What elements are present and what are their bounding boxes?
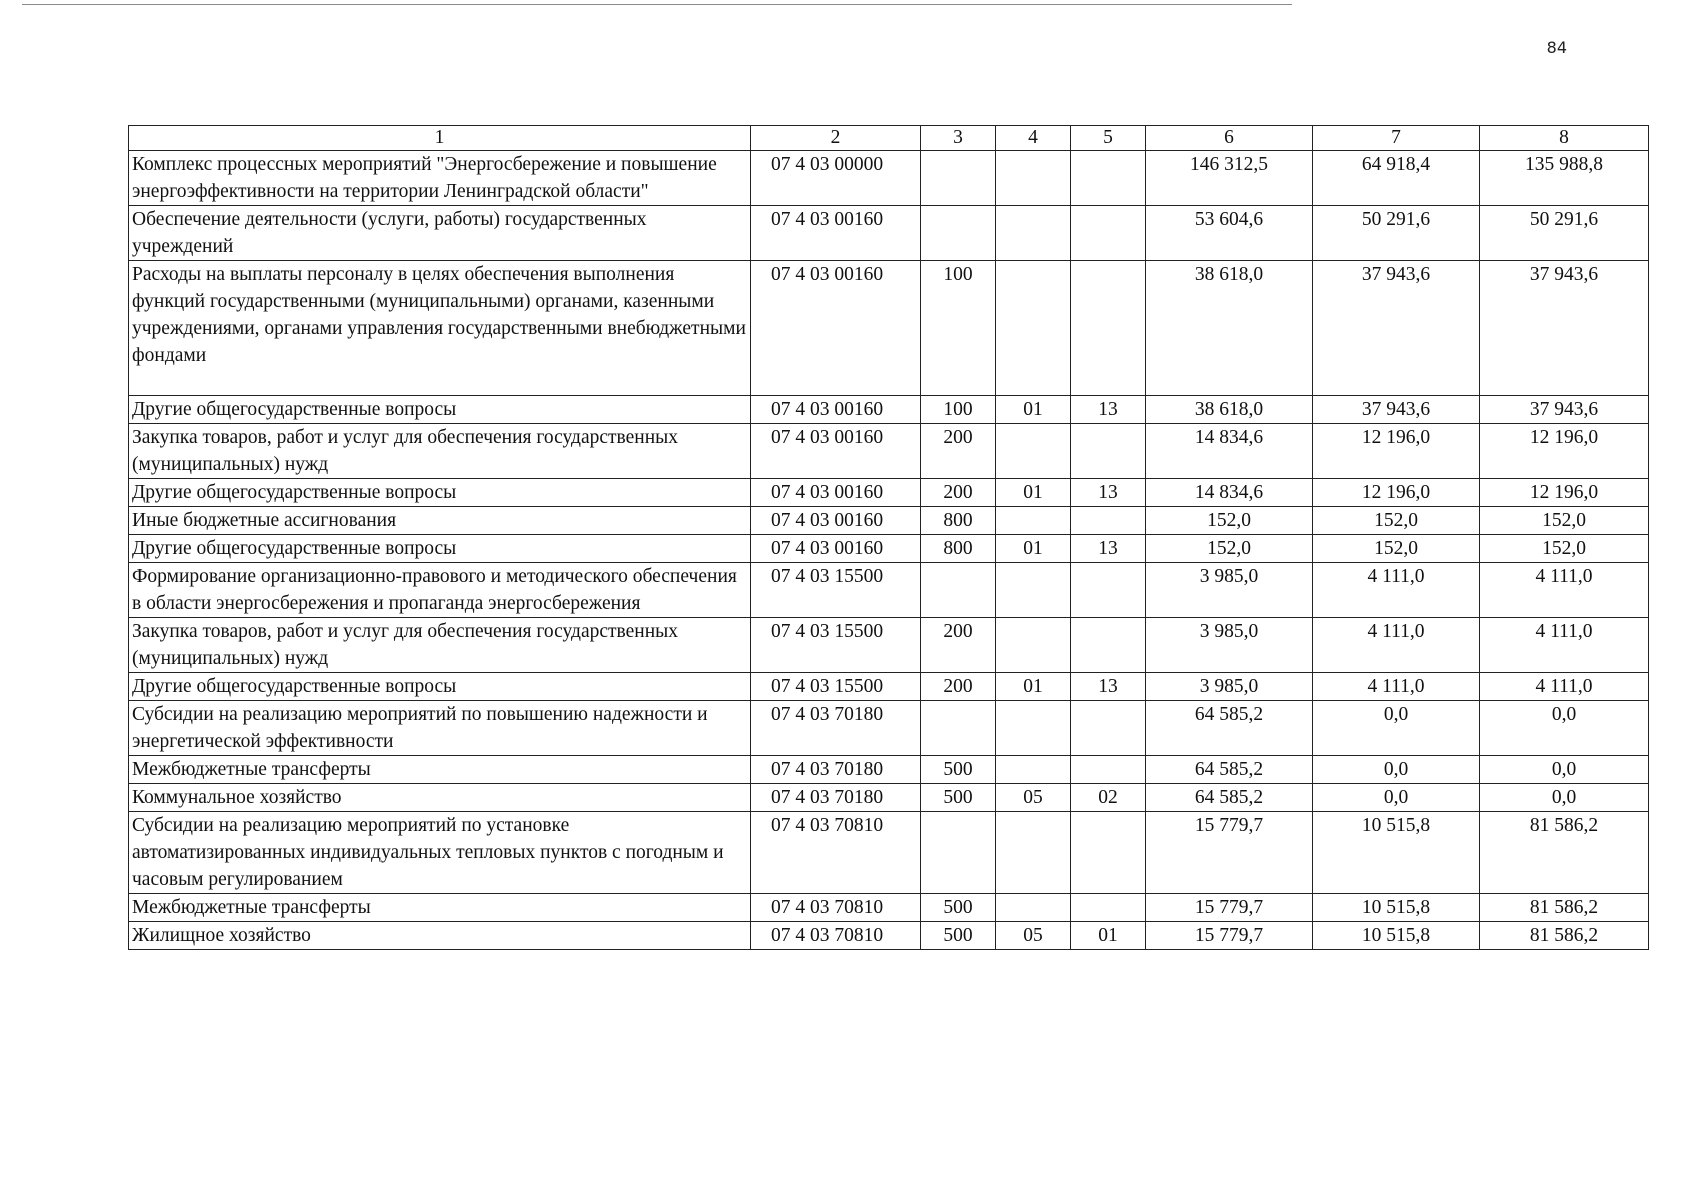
amount-col7-cell: 4 111,0 [1313, 673, 1480, 701]
subsection-cell [1071, 756, 1146, 784]
amount-col6-cell: 64 585,2 [1146, 756, 1313, 784]
amount-col6-cell: 152,0 [1146, 535, 1313, 563]
table-row [129, 261, 1649, 396]
budget-table [128, 125, 1649, 950]
amount-col7-cell: 37 943,6 [1313, 396, 1480, 424]
expense-type-cell: 100 [921, 396, 996, 424]
header-cell: 2 [751, 126, 921, 151]
subsection-cell [1071, 261, 1146, 396]
table-row [129, 756, 1649, 784]
item-name-cell: Закупка товаров, работ и услуг для обеспечения государственных (муниципальных) нужд [129, 424, 751, 479]
target-code-cell: 07 4 03 15500 [751, 618, 921, 673]
header-cell: 8 [1480, 126, 1649, 151]
expense-type-cell: 200 [921, 424, 996, 479]
amount-col8-cell: 81 586,2 [1480, 812, 1649, 894]
amount-col6-cell: 3 985,0 [1146, 618, 1313, 673]
amount-col6-cell: 64 585,2 [1146, 701, 1313, 756]
subsection-cell: 02 [1071, 784, 1146, 812]
amount-col7-cell: 10 515,8 [1313, 922, 1480, 950]
item-name-cell: Обеспечение деятельности (услуги, работы) государственных учреждений [129, 206, 751, 261]
amount-col8-cell: 4 111,0 [1480, 673, 1649, 701]
subsection-cell [1071, 424, 1146, 479]
amount-col6-cell: 3 985,0 [1146, 563, 1313, 618]
table-row [129, 424, 1649, 479]
target-code-cell: 07 4 03 00160 [751, 507, 921, 535]
expense-type-cell: 200 [921, 673, 996, 701]
item-name-cell: Коммунальное хозяйство [129, 784, 751, 812]
amount-col8-cell: 152,0 [1480, 535, 1649, 563]
section-cell: 01 [996, 396, 1071, 424]
section-cell: 01 [996, 673, 1071, 701]
amount-col6-cell: 3 985,0 [1146, 673, 1313, 701]
item-name-cell: Межбюджетные трансферты [129, 894, 751, 922]
amount-col8-cell: 37 943,6 [1480, 396, 1649, 424]
amount-col7-cell: 50 291,6 [1313, 206, 1480, 261]
amount-col6-cell: 38 618,0 [1146, 396, 1313, 424]
item-name-cell: Субсидии на реализацию мероприятий по установке автоматизированных индивидуальных тепловых пунктов с погодным и часовым регулированием [129, 812, 751, 894]
amount-col7-cell: 10 515,8 [1313, 812, 1480, 894]
target-code-cell: 07 4 03 00160 [751, 396, 921, 424]
expense-type-cell: 500 [921, 756, 996, 784]
table-body [129, 126, 1649, 950]
table-row [129, 812, 1649, 894]
expense-type-cell: 800 [921, 535, 996, 563]
target-code-cell: 07 4 03 70180 [751, 701, 921, 756]
table-row [129, 396, 1649, 424]
table-row [129, 563, 1649, 618]
amount-col6-cell: 14 834,6 [1146, 479, 1313, 507]
table-row [129, 507, 1649, 535]
target-code-cell: 07 4 03 00160 [751, 535, 921, 563]
expense-type-cell: 800 [921, 507, 996, 535]
amount-col7-cell: 0,0 [1313, 784, 1480, 812]
amount-col6-cell: 15 779,7 [1146, 894, 1313, 922]
section-cell [996, 261, 1071, 396]
amount-col7-cell: 12 196,0 [1313, 479, 1480, 507]
subsection-cell [1071, 206, 1146, 261]
table-row [129, 922, 1649, 950]
expense-type-cell: 200 [921, 618, 996, 673]
target-code-cell: 07 4 03 00160 [751, 424, 921, 479]
header-cell: 7 [1313, 126, 1480, 151]
subsection-cell: 13 [1071, 535, 1146, 563]
section-cell [996, 424, 1071, 479]
amount-col7-cell: 4 111,0 [1313, 563, 1480, 618]
section-cell: 05 [996, 784, 1071, 812]
amount-col8-cell: 50 291,6 [1480, 206, 1649, 261]
expense-type-cell: 500 [921, 894, 996, 922]
amount-col8-cell: 135 988,8 [1480, 151, 1649, 206]
amount-col8-cell: 81 586,2 [1480, 922, 1649, 950]
budget-table-container [128, 125, 1648, 950]
amount-col7-cell: 152,0 [1313, 507, 1480, 535]
target-code-cell: 07 4 03 70810 [751, 922, 921, 950]
amount-col8-cell: 0,0 [1480, 756, 1649, 784]
item-name-cell: Межбюджетные трансферты [129, 756, 751, 784]
target-code-cell: 07 4 03 70180 [751, 756, 921, 784]
item-name-cell: Формирование организационно-правового и методического обеспечения в области энергосбережения и пропаганда энергосбережения [129, 563, 751, 618]
header-cell: 6 [1146, 126, 1313, 151]
expense-type-cell [921, 812, 996, 894]
subsection-cell [1071, 507, 1146, 535]
item-name-cell: Закупка товаров, работ и услуг для обеспечения государственных (муниципальных) нужд [129, 618, 751, 673]
subsection-cell [1071, 563, 1146, 618]
target-code-cell: 07 4 03 70180 [751, 784, 921, 812]
expense-type-cell: 100 [921, 261, 996, 396]
target-code-cell: 07 4 03 00000 [751, 151, 921, 206]
target-code-cell: 07 4 03 15500 [751, 563, 921, 618]
section-cell: 01 [996, 535, 1071, 563]
item-name-cell: Жилищное хозяйство [129, 922, 751, 950]
subsection-cell [1071, 618, 1146, 673]
amount-col6-cell: 64 585,2 [1146, 784, 1313, 812]
amount-col8-cell: 0,0 [1480, 701, 1649, 756]
table-row [129, 151, 1649, 206]
table-row [129, 206, 1649, 261]
expense-type-cell: 200 [921, 479, 996, 507]
header-cell: 5 [1071, 126, 1146, 151]
amount-col7-cell: 12 196,0 [1313, 424, 1480, 479]
item-name-cell: Комплекс процессных мероприятий "Энергосбережение и повышение энергоэффективности на территории Ленинградской области" [129, 151, 751, 206]
expense-type-cell [921, 563, 996, 618]
amount-col7-cell: 10 515,8 [1313, 894, 1480, 922]
section-cell [996, 618, 1071, 673]
expense-type-cell [921, 151, 996, 206]
subsection-cell [1071, 894, 1146, 922]
item-name-cell: Иные бюджетные ассигнования [129, 507, 751, 535]
amount-col7-cell: 0,0 [1313, 756, 1480, 784]
table-row [129, 701, 1649, 756]
amount-col7-cell: 37 943,6 [1313, 261, 1480, 396]
page-number: 84 [1546, 38, 1567, 57]
expense-type-cell: 500 [921, 784, 996, 812]
section-cell [996, 206, 1071, 261]
section-cell: 05 [996, 922, 1071, 950]
table-row [129, 673, 1649, 701]
subsection-cell: 13 [1071, 396, 1146, 424]
target-code-cell: 07 4 03 00160 [751, 261, 921, 396]
section-cell: 01 [996, 479, 1071, 507]
item-name-cell: Другие общегосударственные вопросы [129, 479, 751, 507]
target-code-cell: 07 4 03 00160 [751, 206, 921, 261]
amount-col8-cell: 37 943,6 [1480, 261, 1649, 396]
amount-col6-cell: 146 312,5 [1146, 151, 1313, 206]
section-cell [996, 701, 1071, 756]
header-cell: 4 [996, 126, 1071, 151]
target-code-cell: 07 4 03 70810 [751, 812, 921, 894]
amount-col8-cell: 81 586,2 [1480, 894, 1649, 922]
amount-col8-cell: 152,0 [1480, 507, 1649, 535]
header-cell: 3 [921, 126, 996, 151]
target-code-cell: 07 4 03 70810 [751, 894, 921, 922]
amount-col7-cell: 152,0 [1313, 535, 1480, 563]
column-number-header-row [129, 126, 1649, 151]
amount-col7-cell: 4 111,0 [1313, 618, 1480, 673]
amount-col7-cell: 64 918,4 [1313, 151, 1480, 206]
amount-col6-cell: 152,0 [1146, 507, 1313, 535]
target-code-cell: 07 4 03 15500 [751, 673, 921, 701]
table-row [129, 535, 1649, 563]
subsection-cell [1071, 812, 1146, 894]
section-cell [996, 812, 1071, 894]
section-cell [996, 563, 1071, 618]
subsection-cell: 13 [1071, 673, 1146, 701]
header-cell: 1 [129, 126, 751, 151]
subsection-cell [1071, 151, 1146, 206]
item-name-cell: Другие общегосударственные вопросы [129, 673, 751, 701]
item-name-cell: Другие общегосударственные вопросы [129, 535, 751, 563]
subsection-cell: 13 [1071, 479, 1146, 507]
amount-col6-cell: 15 779,7 [1146, 812, 1313, 894]
table-row [129, 618, 1649, 673]
item-name-cell: Другие общегосударственные вопросы [129, 396, 751, 424]
amount-col7-cell: 0,0 [1313, 701, 1480, 756]
section-cell [996, 756, 1071, 784]
amount-col8-cell: 12 196,0 [1480, 424, 1649, 479]
subsection-cell: 01 [1071, 922, 1146, 950]
amount-col8-cell: 4 111,0 [1480, 618, 1649, 673]
amount-col6-cell: 14 834,6 [1146, 424, 1313, 479]
target-code-cell: 07 4 03 00160 [751, 479, 921, 507]
table-row [129, 784, 1649, 812]
amount-col6-cell: 53 604,6 [1146, 206, 1313, 261]
section-cell [996, 507, 1071, 535]
amount-col6-cell: 15 779,7 [1146, 922, 1313, 950]
section-cell [996, 894, 1071, 922]
amount-col8-cell: 0,0 [1480, 784, 1649, 812]
amount-col8-cell: 4 111,0 [1480, 563, 1649, 618]
item-name-cell: Расходы на выплаты персоналу в целях обеспечения выполнения функций государственными (муниципальными) органами, казенными учреждениями, органами управления государственными внебюджетными фондами [129, 261, 751, 396]
amount-col8-cell: 12 196,0 [1480, 479, 1649, 507]
table-row [129, 894, 1649, 922]
table-row [129, 479, 1649, 507]
top-scan-rule [22, 4, 1292, 5]
amount-col6-cell: 38 618,0 [1146, 261, 1313, 396]
expense-type-cell [921, 701, 996, 756]
subsection-cell [1071, 701, 1146, 756]
expense-type-cell: 500 [921, 922, 996, 950]
section-cell [996, 151, 1071, 206]
expense-type-cell [921, 206, 996, 261]
item-name-cell: Субсидии на реализацию мероприятий по повышению надежности и энергетической эффективности [129, 701, 751, 756]
